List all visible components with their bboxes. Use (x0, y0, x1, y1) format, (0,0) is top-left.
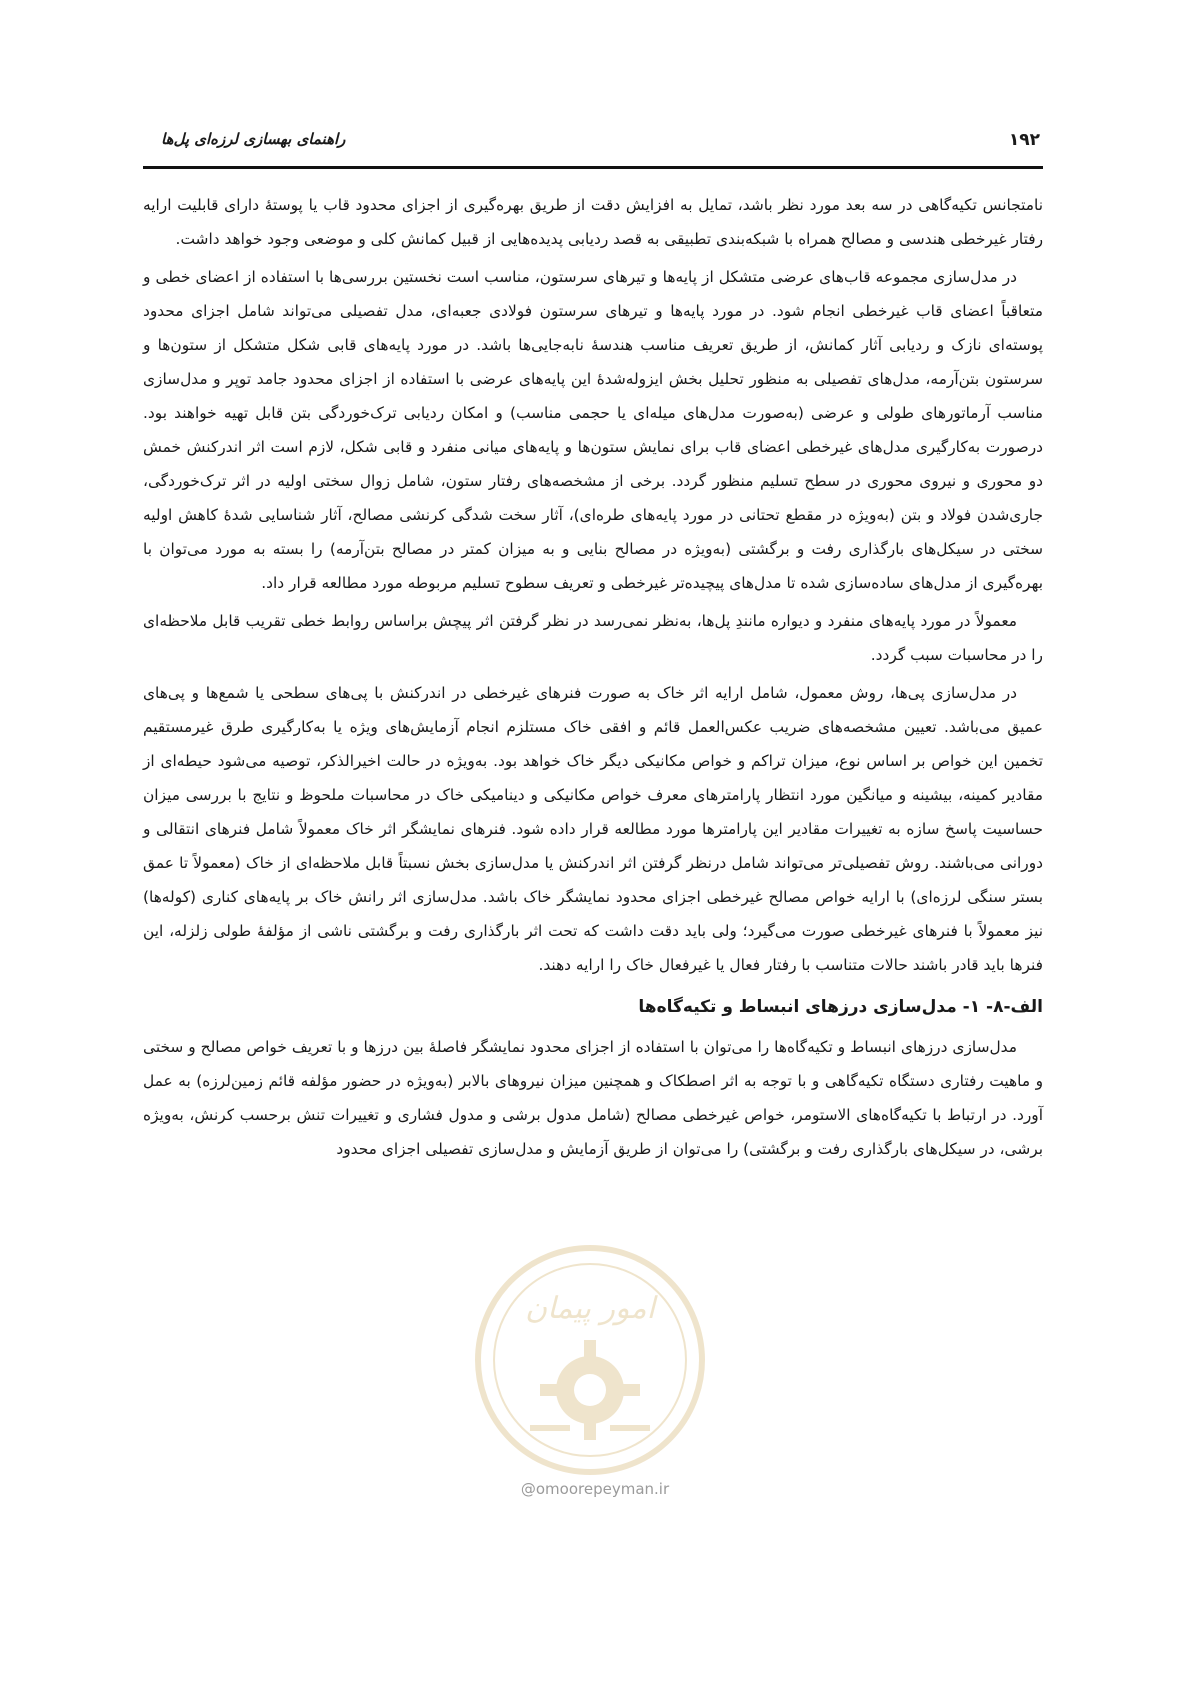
book-title: راهنمای بهسازی لرزه‌ای پل‌ها (161, 130, 346, 148)
header-rule (143, 166, 1043, 169)
paragraph-2: در مدل‌سازی مجموعه قاب‌های عرضی متشکل از پایه‌ها و تیرهای سرستون، مناسب است نخستین بررسی‌ها با استفاده از اعضای خطی و متعاقباً اعضای قاب غیرخطی انجام شود. در مورد پایه‌ها و تیرهای سرستون فولادی جعبه‌ای، مدل تفصیلی می‌تواند شامل اجزای محدود پوسته‌ای نازک و ردیابی آثار کمانش، از طریق تعریف مناسب هندسهٔ نابه‌جایی‌ها باشد. در مورد پایه‌های قابی شکل متشکل از ستون‌ها و سرستون بتن‌آرمه، مدل‌های تفصیلی به منظور تحلیل بخش ایزوله‌شدهٔ این پایه‌های عرضی با استفاده از اجزای محدود جامد توپر و مدل‌سازی مناسب آرماتورهای طولی و عرضی (به‌صورت مدل‌های میله‌ای یا حجمی مناسب) و امکان ردیابی ترک‌خوردگی بتن قابل تهیه خواهند بود. درصورت به‌کارگیری مدل‌های غیرخطی اعضای قاب برای نمایش ستون‌ها و پایه‌های میانی منفرد و قابی شکل، لازم است اثر اندرکنش خمش دو محوری و نیروی محوری در سطح تسلیم منظور گردد. برخی از مشخصه‌های رفتار ستون، شامل زوال سختی اولیه در اثر ترک‌خوردگی، جاری‌شدن فولاد و بتن (به‌ویژه در مقطع تحتانی در مورد پایه‌های طره‌ای)، آثار سخت شدگی کرنشی مصالح، آثار شناسایی شدهٔ کاهش اولیه سختی در سیکل‌های بارگذاری رفت و برگشتی (به‌ویژه در مصالح بنایی و به میزان کمتر در مصالح بتن‌آرمه) را بسته به مورد می‌توان با بهره‌گیری از مدل‌های ساده‌سازی شده تا مدل‌های پیچیده‌تر غیرخطی و تعریف سطوح تسلیم مربوطه مورد مطالعه قرار داد. (143, 268, 1043, 592)
section-paragraph: مدل‌سازی درزهای انبساط و تکیه‌گاه‌ها را می‌توان با استفاده از اجزای محدود نمایشگر فاصلهٔ بین درزها و با تعریف خواص مصالح و سختی و ماهیت رفتاری دستگاه تکیه‌گاهی و با توجه به اثر اصطکاک و همچنین میزان نیروهای بالابر (به‌ویژه در حضور مؤلفه قائم زمین‌لرزه) به عمل آورد. در ارتباط با تکیه‌گاه‌های الاستومر، خواص غیرخطی مصالح (شامل مدول برشی و مدول فشاری و تغییرات تنش برحسب کرنش، به‌ویژه برشی، در سیکل‌های بارگذاری رفت و برگشتی) را می‌توان از طریق آزمایش و مدل‌سازی تفصیلی اجزای محدود (143, 1038, 1043, 1158)
page-number: ۱۹۲ (1008, 130, 1040, 150)
running-header (143, 130, 1040, 160)
paragraph-3: معمولاً در مورد پایه‌های منفرد و دیواره مانندِ پل‌ها، به‌نظر نمی‌رسد در نظر گرفتن اثر پیچش براساس روابط خطی تقریب قابل ملاحظه‌ای را در محاسبات سبب گردد. (143, 612, 1043, 664)
section-heading: الف-۸- ۱- مدل‌سازی درزهای انبساط و تکیه‌گاه‌ها (638, 997, 1043, 1017)
watermark-url: @omoorepeyman.ir (520, 1480, 670, 1498)
watermark-logo-text: امور پیمان (525, 1291, 655, 1326)
watermark-logo-icon (470, 1240, 710, 1480)
paragraph-1: نامتجانس تکیه‌گاهی در سه بعد مورد نظر باشد، تمایل به افزایش دقت از طریق بهره‌گیری از اجزای محدود قاب یا پوستهٔ دارای قابلیت ارایه رفتار غیرخطی هندسی و مصالح همراه با شبکه‌بندی تطبیقی به قصد ردیابی پدیده‌هایی از قبیل کمانش کلی و موضعی وجود خواهد داشت. (143, 196, 1043, 248)
body-text (143, 188, 1043, 1170)
paragraph-4: در مدل‌سازی پی‌ها، روش معمول، شامل ارایه اثر خاک به صورت فنرهای غیرخطی در اندرکنش با پی‌های سطحی یا شمع‌ها و پی‌های عمیق می‌باشد. تعیین مشخصه‌های ضریب عکس‌العمل قائم و افقی خاک مستلزم انجام آزمایش‌های ویژه یا به‌کارگیری طرق غیرمستقیم تخمین این خواص بر اساس نوع، میزان تراکم و خواص مکانیکی دیگر خاک خواهد بود. به‌ویژه در حالت اخیرالذکر، توصیه می‌شود حیطه‌ای از مقادیر کمینه، بیشینه و میانگین مورد انتظار پارامترهای معرف خواص مکانیکی و دینامیکی خاک در محاسبات ملحوظ و نتایج با بررسی میزان حساسیت پاسخ سازه به تغییرات مقادیر این پارامترها مورد مطالعه قرار داده شود. فنرهای نمایشگر اثر خاک معمولاً شامل فنرهای انتقالی و دورانی می‌باشند. روش تفصیلی‌تر می‌تواند شامل درنظر گرفتن اثر اندرکنش یا مدل‌سازی بخش نسبتاً قابل ملاحظه‌ای از خاک (معمولاً تا عمق بستر سنگی لرزه‌ای) با ارایه خواص مصالح غیرخطی اجزای محدود نمایشگر خاک باشد. مدل‌سازی اثر رانش خاک بر پایه‌های کناری (کوله‌ها) نیز معمولاً با فنرهای غیرخطی صورت می‌گیرد؛ ولی باید دقت داشت که تحت اثر بارگذاری رفت و برگشتی ناشی از مؤلفهٔ طولی زلزله، این فنرها باید قادر باشند حالات متناسب با رفتار فعال یا غیرفعال خاک را ارایه دهند. (143, 684, 1043, 974)
